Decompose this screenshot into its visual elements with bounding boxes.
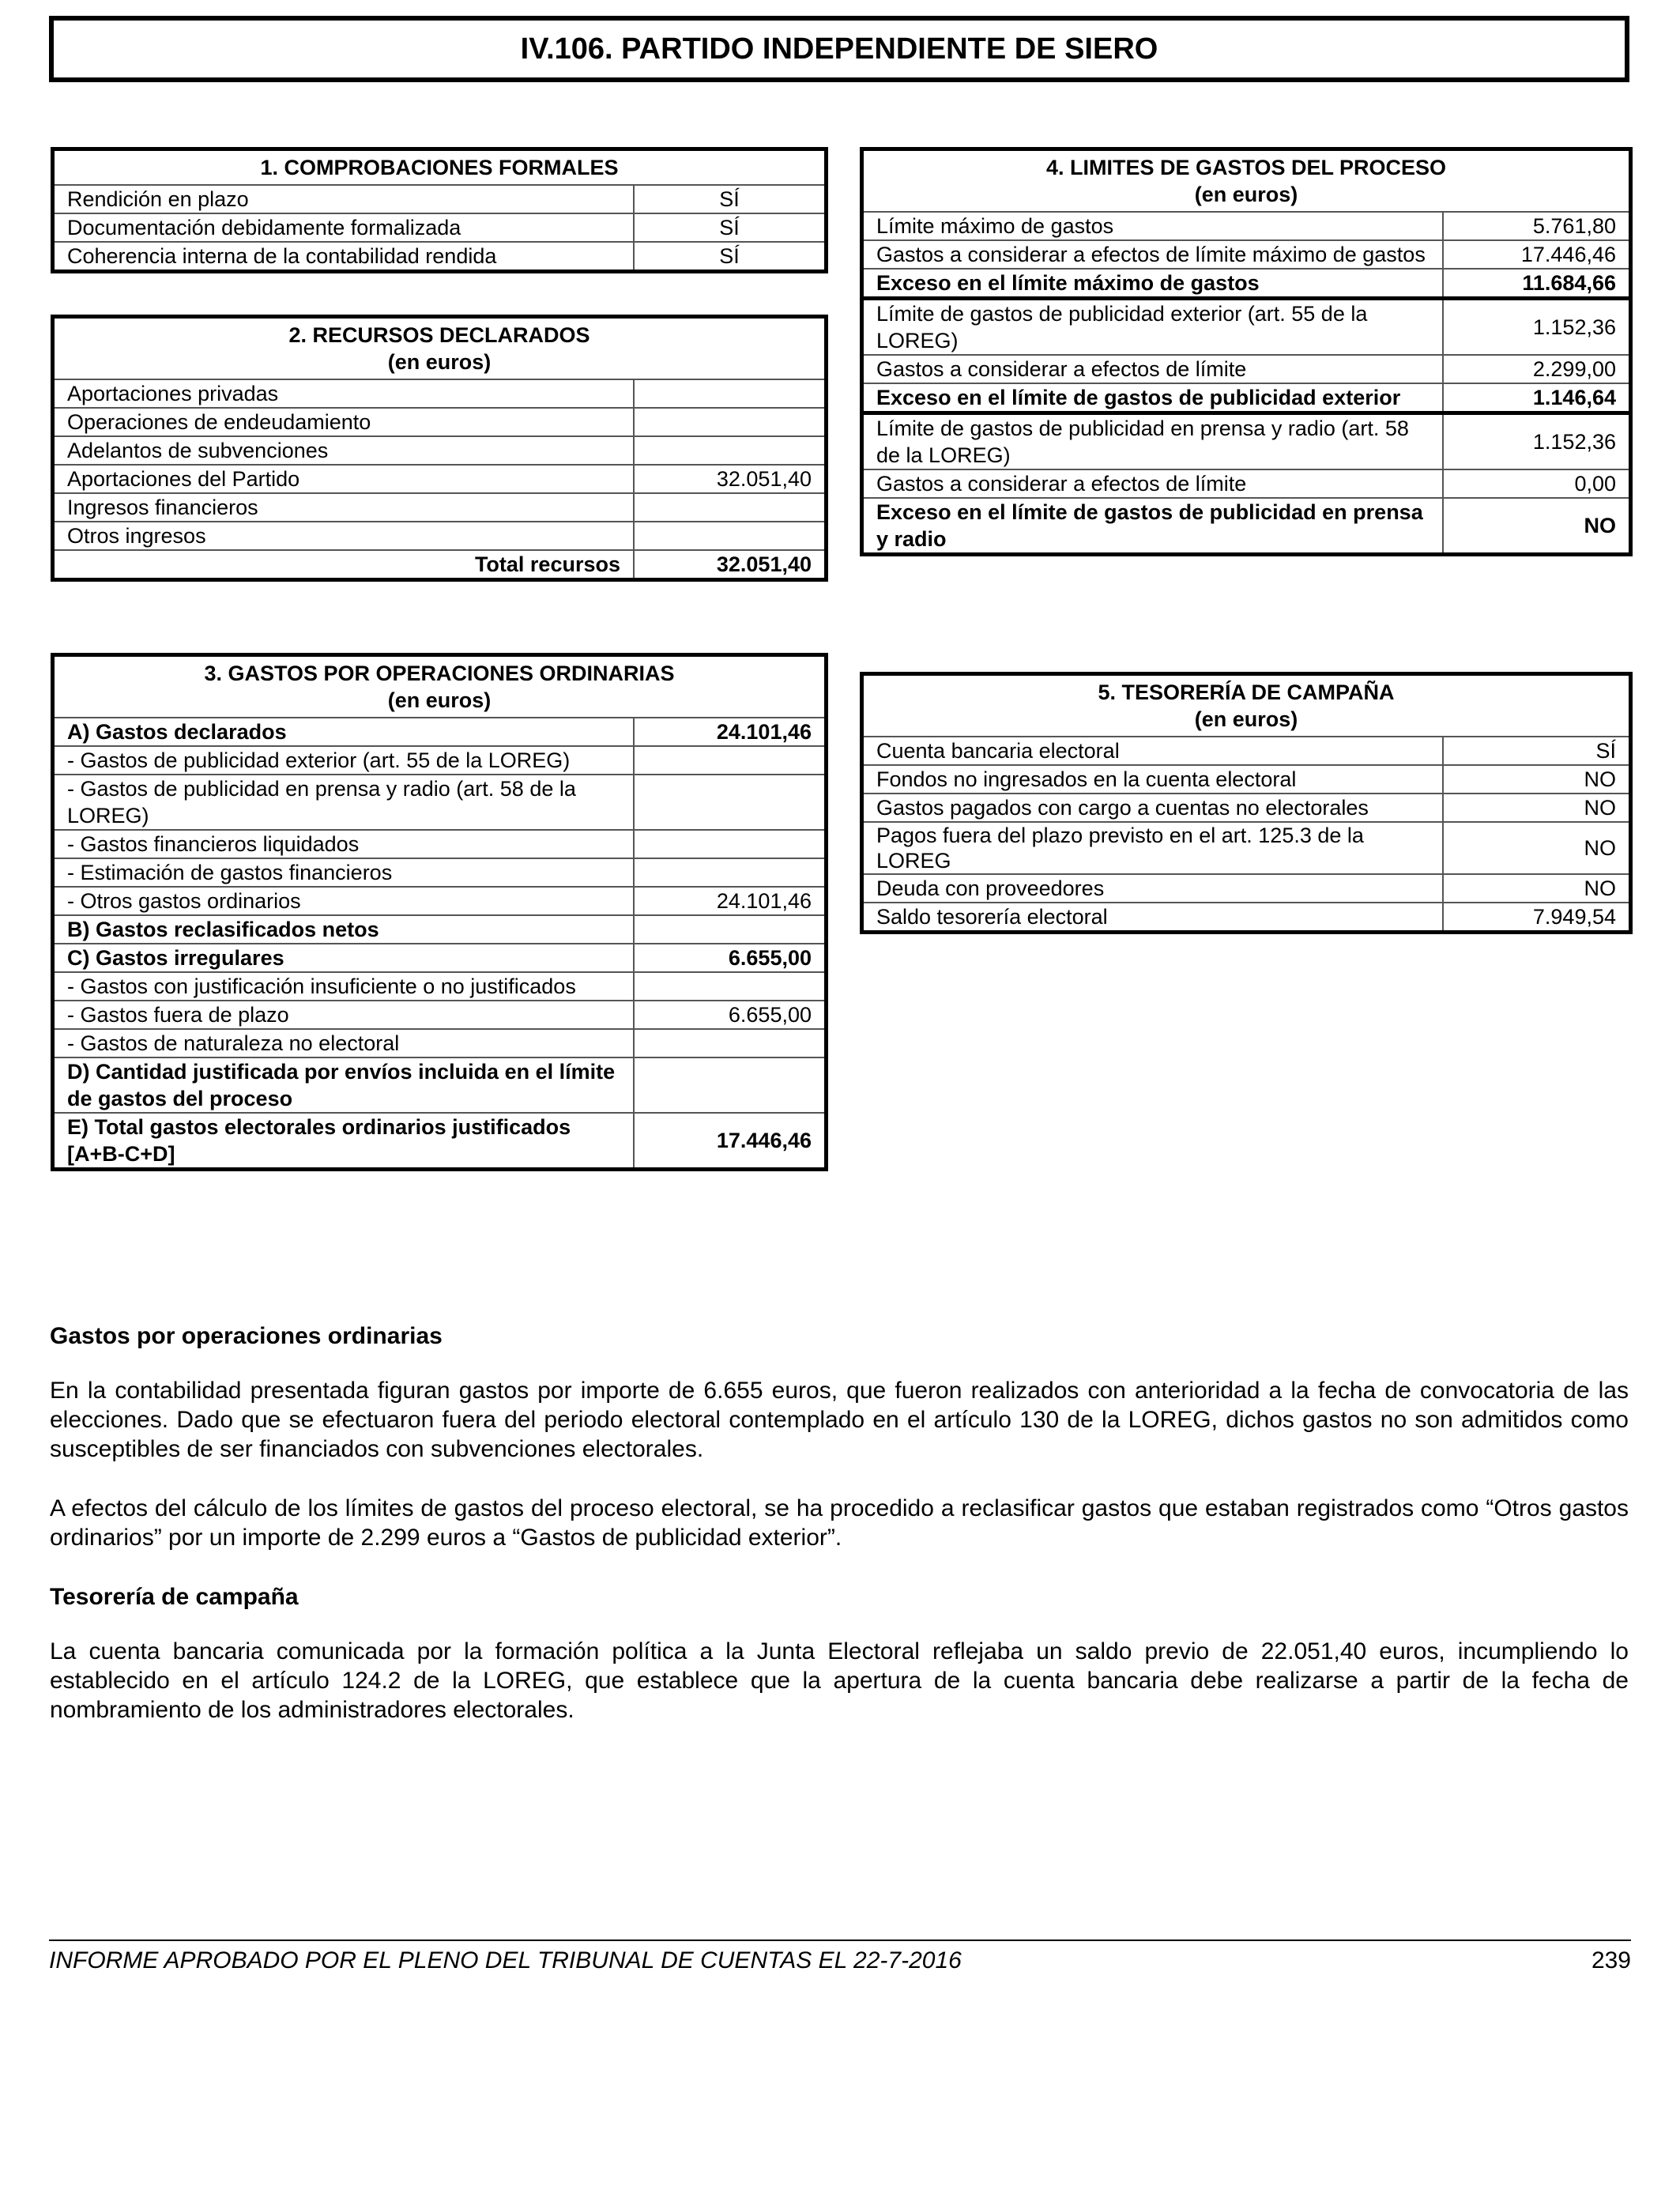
table-row: Fondos no ingresados en la cuenta electoral NO bbox=[862, 765, 1631, 794]
table-row: Límite de gastos de publicidad en prensa y radio (art. 58 de la LOREG) 1.152,36 bbox=[862, 413, 1631, 470]
table-row: Exceso en el límite máximo de gastos 11.684,66 bbox=[862, 269, 1631, 299]
section-heading: Tesorería de campaña bbox=[50, 1584, 299, 1610]
table-row: Exceso en el límite de gastos de publicidad en prensa y radio NO bbox=[862, 498, 1631, 555]
table-row: D) Cantidad justificada por envíos incluida en el límite de gastos del proceso bbox=[53, 1057, 827, 1113]
section-title: 4. LIMITES DE GASTOS DEL PROCESO (en euros) bbox=[862, 149, 1631, 213]
table-row: Adelantos de subvenciones bbox=[53, 436, 827, 465]
recursos-declarados-table bbox=[51, 315, 828, 582]
table-row: - Gastos de publicidad exterior (art. 55 de la LOREG) bbox=[53, 746, 827, 775]
table-row: - Estimación de gastos financieros bbox=[53, 858, 827, 887]
table-row: - Gastos de naturaleza no electoral bbox=[53, 1029, 827, 1057]
section-heading: Gastos por operaciones ordinarias bbox=[50, 1323, 443, 1349]
table-row: C) Gastos irregulares 6.655,00 bbox=[53, 944, 827, 972]
table-row: Límite máximo de gastos 5.761,80 bbox=[862, 212, 1631, 240]
table-row: Límite de gastos de publicidad exterior (art. 55 de la LOREG) 1.152,36 bbox=[862, 299, 1631, 356]
table-row: Gastos a considerar a efectos de límite máximo de gastos 17.446,46 bbox=[862, 240, 1631, 269]
table-row: - Gastos con justificación insuficiente o no justificados bbox=[53, 972, 827, 1001]
table-row: Pagos fuera del plazo previsto en el art. 125.3 de la LOREG NO bbox=[862, 822, 1631, 874]
table-row: A) Gastos declarados 24.101,46 bbox=[53, 718, 827, 746]
table-row: Gastos pagados con cargo a cuentas no electorales NO bbox=[862, 794, 1631, 822]
table-row: Aportaciones privadas bbox=[53, 379, 827, 408]
table-row: Saldo tesorería electoral 7.949,54 bbox=[862, 903, 1631, 933]
body-text bbox=[50, 1321, 1629, 1755]
page-title: IV.106. PARTIDO INDEPENDIENTE DE SIERO bbox=[49, 16, 1629, 82]
table-row: - Gastos de publicidad en prensa y radio (art. 58 de la LOREG) bbox=[53, 775, 827, 830]
page-number: 239 bbox=[1591, 1947, 1631, 1973]
total-row: Total recursos 32.051,40 bbox=[53, 550, 827, 580]
table-row: Deuda con proveedores NO bbox=[862, 874, 1631, 903]
table-row: Otros ingresos bbox=[53, 522, 827, 550]
table-row: - Otros gastos ordinarios 24.101,46 bbox=[53, 887, 827, 915]
section-title: 2. RECURSOS DECLARADOS (en euros) bbox=[53, 317, 827, 380]
table-row: Cuenta bancaria electoral SÍ bbox=[862, 737, 1631, 765]
gastos-ordinarios-table bbox=[51, 653, 828, 1171]
table-row: - Gastos fuera de plazo 6.655,00 bbox=[53, 1001, 827, 1029]
section-title: 1. COMPROBACIONES FORMALES bbox=[53, 149, 827, 186]
page-footer bbox=[49, 1940, 1631, 1974]
table-row: B) Gastos reclasificados netos bbox=[53, 915, 827, 944]
section-title: 5. TESORERÍA DE CAMPAÑA (en euros) bbox=[862, 674, 1631, 737]
tesoreria-campana-table bbox=[860, 672, 1633, 934]
footer-text: INFORME APROBADO POR EL PLENO DEL TRIBUNAL DE CUENTAS EL 22-7-2016 bbox=[49, 1947, 962, 1973]
table-row: - Gastos financieros liquidados bbox=[53, 830, 827, 858]
paragraph: La cuenta bancaria comunicada por la formación política a la Junta Electoral reflejaba un saldo previo de 22.051,40 euros, incumpliendo lo establecido en el artículo 124.2 de la LOREG, que establece que la apertura de la cuenta bancaria debe realizarse a partir de la fecha de nombramiento de los administradores electorales. bbox=[50, 1638, 1629, 1723]
total-row: E) Total gastos electorales ordinarios justificados [A+B-C+D] 17.446,46 bbox=[53, 1113, 827, 1170]
paragraph: En la contabilidad presentada figuran gastos por importe de 6.655 euros, que fueron realizados con anterioridad a la fecha de convocatoria de las elecciones. Dado que se efectuaron fuera del periodo electoral contemplado en el artículo 130 de la LOREG, dichos gastos no son admitidos como susceptibles de ser financiados con subvenciones electorales. bbox=[50, 1378, 1629, 1462]
table-row: Documentación debidamente formalizada SÍ bbox=[53, 213, 827, 242]
comprobaciones-formales-table bbox=[51, 147, 828, 273]
paragraph: A efectos del cálculo de los límites de gastos del proceso electoral, se ha procedido a reclasificar gastos que estaban registrados como “Otros gastos ordinarios” por un importe de 2.299 euros a “Gastos de publicidad exterior”. bbox=[50, 1495, 1629, 1551]
limites-gastos-table bbox=[860, 147, 1633, 556]
table-row: Coherencia interna de la contabilidad rendida SÍ bbox=[53, 242, 827, 272]
section-title: 3. GASTOS POR OPERACIONES ORDINARIAS (en euros) bbox=[53, 655, 827, 718]
table-row: Rendición en plazo SÍ bbox=[53, 185, 827, 213]
table-row: Gastos a considerar a efectos de límite 2.299,00 bbox=[862, 355, 1631, 383]
table-row: Gastos a considerar a efectos de límite 0,00 bbox=[862, 469, 1631, 498]
table-row: Operaciones de endeudamiento bbox=[53, 408, 827, 436]
table-row: Aportaciones del Partido 32.051,40 bbox=[53, 465, 827, 493]
table-row: Ingresos financieros bbox=[53, 493, 827, 522]
table-row: Exceso en el límite de gastos de publicidad exterior 1.146,64 bbox=[862, 383, 1631, 413]
